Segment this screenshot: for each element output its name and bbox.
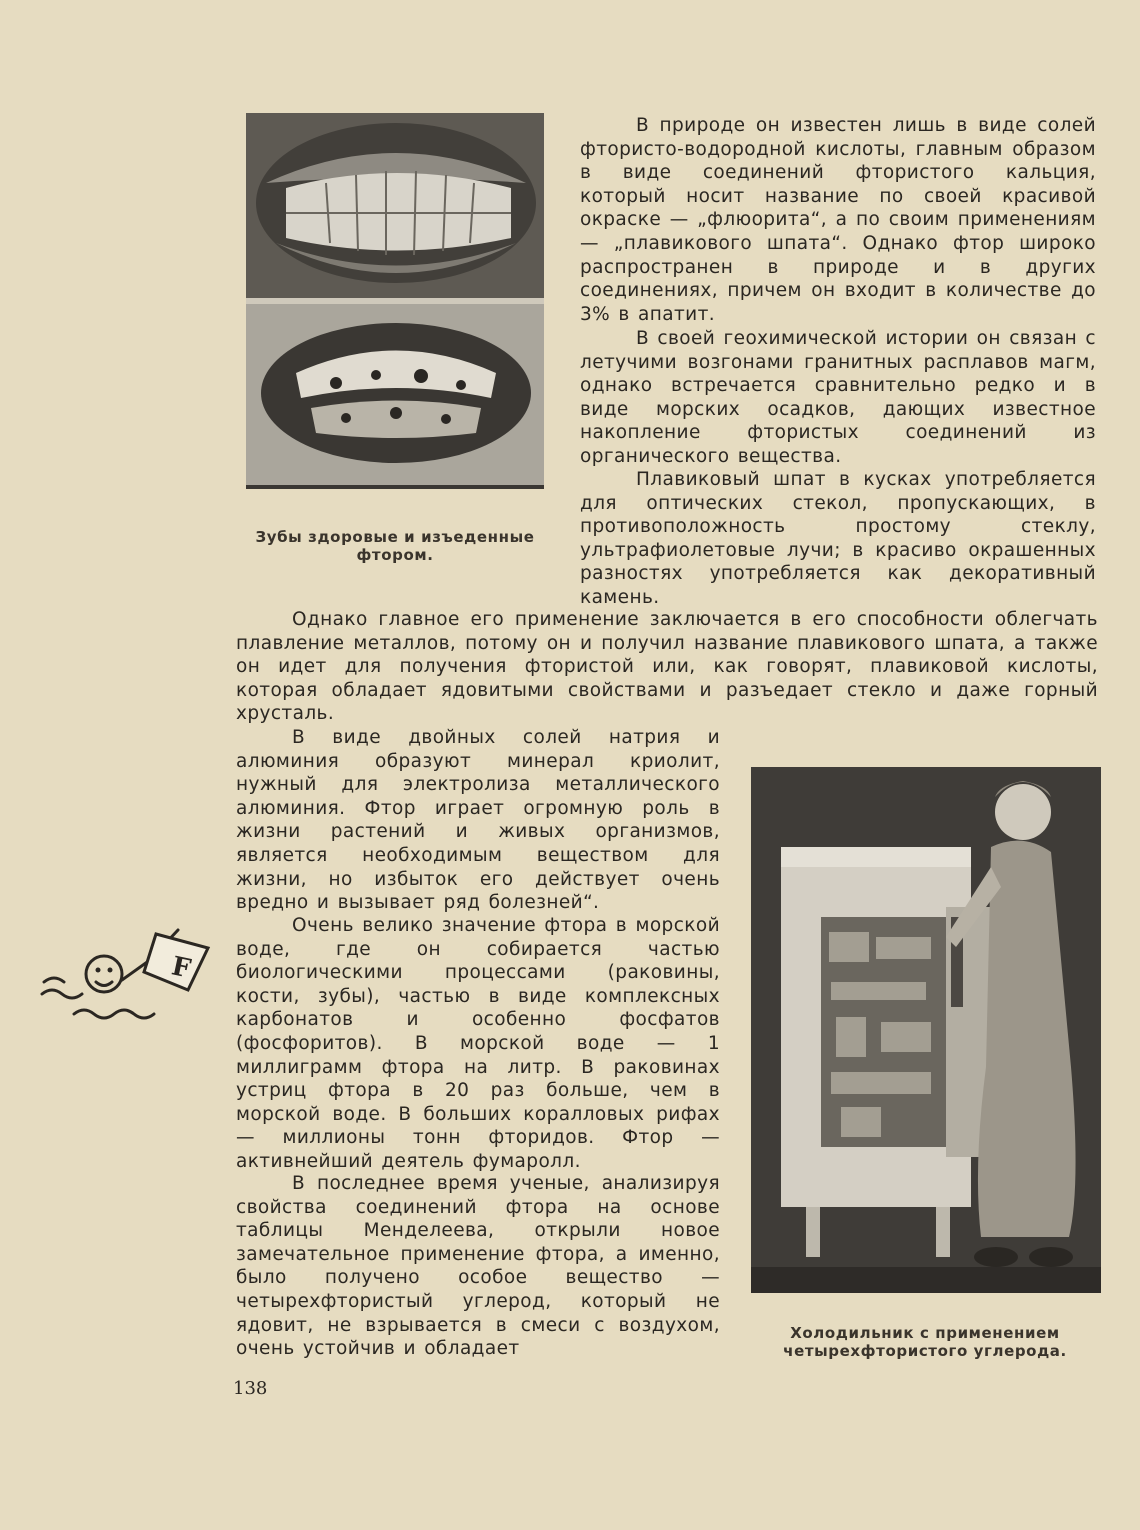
paragraph-1: В природе он известен лишь в виде солей фтористо-водородной кислоты, главным образом в виде соединений фтористого кальция, который носит название по своей красивой окраске — „флюорита“, а по своим применениям — „плавикового шпата“. Однако фтор широко распространен в природе и в других соединениях, причем он входит в количестве до 3% в апатит. — [580, 115, 1096, 325]
teeth-caption — [230, 528, 560, 564]
teeth-caption-line1: Зубы здоровые и изъеденные — [255, 528, 535, 546]
paragraph-4: Однако главное его применение заключается в его способности облегчать плавление металлов, потому он и получил название плавикового шпата, а также он идет для получения фтористой или, как говорят, плавиковой кислоты, которая обладает ядовитыми свойствами и разъедает стекло и даже горный хрусталь. — [236, 609, 1098, 725]
refrigerator-photo — [751, 767, 1101, 1293]
paragraph-5: В виде двойных солей натрия и алюминия образуют минерал криолит, нужный для электролиза металлического алюминия. Фтор играет огромную роль в жизни растений и живых организмов, является необходимым веществом для жизни, но избыток его действует очень вредно и вызывает ряд болезней“. — [236, 727, 720, 914]
refrigerator-caption-line1: Холодильник с применением — [790, 1324, 1060, 1342]
refrigerator-caption — [755, 1324, 1095, 1360]
teeth-caption-line2: фтором. — [356, 546, 434, 564]
page-number: 138 — [233, 1378, 268, 1399]
refrigerator-caption-line2: четырехфтористого углерода. — [783, 1342, 1067, 1360]
fluorine-mascot — [38, 922, 218, 1032]
paragraph-7: В последнее время ученые, анализируя свойства соединений фтора на основе таблицы Менделеева, открыли новое замечательное применение фтора, а именно, было получено особое вещество — четырехфтористый углерод, который не ядовит, не взрывается в смеси с воздухом, очень устойчив и обладает — [236, 1173, 720, 1360]
teeth-photo — [246, 113, 544, 489]
paragraph-3: Плавиковый шпат в кусках употребляется для оптических стекол, пропускающих, в противоположность простому стеклу, ультрафиолетовые лучи; в красиво окрашенных разностях употребляется как декоративный камень. — [580, 469, 1096, 608]
paragraph-2: В своей геохимической истории он связан с летучими возгонами гранитных расплавов магм, однако встречается сравнительно редко и в виде морских осадков, дающих известное накопление фтористых соединений из органического вещества. — [580, 328, 1096, 467]
mascot-right-eye — [108, 968, 113, 973]
fluorine-mascot-art — [38, 922, 218, 1032]
teeth-photo-art — [246, 113, 544, 489]
mascot-left-eye — [96, 968, 101, 973]
paragraph-6: Очень велико значение фтора в морской воде, где он собирается частью биологическими процессами (раковины, кости, зубы), частью в виде комплексных карбонатов и особенно фосфатов (фосфоритов). В морской воде — 1 миллиграмм фтора на литр. В раковинах устриц фтора в 20 раз больше, чем в морской воде. В больших коралловых рифах — миллионы тонн фторидов. Фтор — активнейший деятель фумаролл. — [236, 915, 720, 1172]
refrigerator-photo-art — [751, 767, 1101, 1293]
mascot-flag-letter: F — [168, 951, 194, 985]
